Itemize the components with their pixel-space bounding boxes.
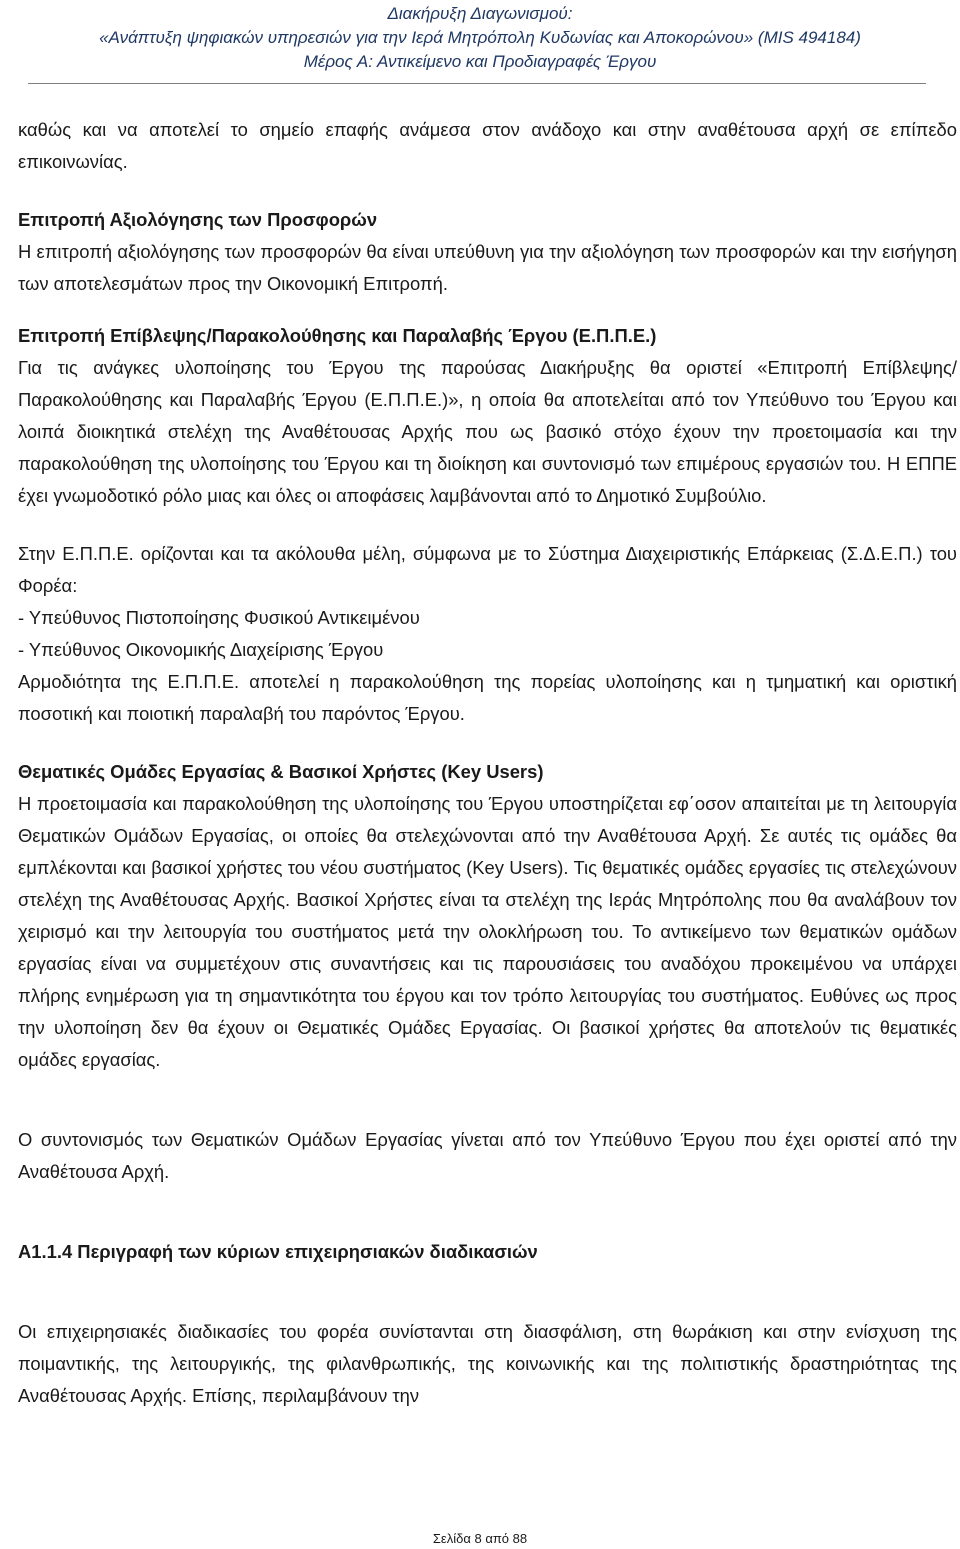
page-number: Σελίδα 8 από 88 — [432, 1531, 528, 1546]
intro-paragraph: καθώς και να αποτελεί το σημείο επαφής ανάμεσα στον ανάδοχο και στην αναθέτουσα αρχή σε επίπεδο επικοινωνίας. — [18, 119, 957, 172]
evaluation-paragraph: Η επιτροπή αξιολόγησης των προσφορών θα είναι υπεύθυνη για την αξιολόγηση των προσφορών και την εισήγηση των αποτελεσμάτων προς την Οικονομική Επιτροπή. — [18, 241, 957, 294]
working-groups-paragraph: Η προετοιμασία και παρακολούθηση της υλοποίησης του Έργου υποστηρίζεται εφ΄οσον απαιτείται με τη λειτουργία Θεματικών Ομάδων Εργασίας, οι οποίες θα στελεχώνονται από την Αναθέτουσα Αρχή. Σε αυτές τις ομάδες θα εμπλέκονται και βασικοί χρήστες του νέου συστήματος (Key Users). Τις θεματικές ομάδες εργασίες τις στελεχώνουν στελέχη της Αναθέτουσας Αρχής. Βασικοί Χρήστες είναι τα στελέχη της Ιεράς Μητρόπολης που θα αναλάβουν τον χειρισμό και την λειτουργία του συστήματος μετά την ολοκλήρωση του. Το αντικείμενο των θεματικών ομάδων εργασίας είναι να συμμετέχουν στις συναντήσεις και τις παρουσιάσεις του αναδόχου προκειμένου να υπάρχει πλήρης ενημέρωση για τη σημαντικότητα του έργου και τον τρόπο λειτουργίας του συστήματος. Ευθύνες ως προς την υλοποίηση δεν θα έχουν οι Θεματικές Ομάδες Εργασίας. Οι βασικοί χρήστες θα αποτελούν τις θεματικές ομάδες εργασίας. — [18, 793, 957, 1070]
header-divider — [28, 83, 926, 84]
section-paragraph: Οι επιχειρησιακές διαδικασίες του φορέα συνίστανται στη διασφάλιση, στη θωράκιση και στην ενίσχυση της ποιμαντικής, της λειτουργικής, της φιλανθρωπικής, της κοινωνικής και της πολιτιστικής δραστηριότητας της Αναθέτουσας Αρχής. Επίσης, περιλαμβάνουν την — [18, 1321, 957, 1406]
document-body — [18, 114, 957, 1412]
header-title: Διακήρυξη Διαγωνισμού: — [387, 4, 573, 23]
section-heading: Α1.1.4 Περιγραφή των κύριων επιχειρησιακών διαδικασιών — [18, 1241, 538, 1262]
header-project-name: «Ανάπτυξη ψηφιακών υπηρεσιών για την Ιερά Μητρόπολη Κυδωνίας και Αποκορώνου» (MIS 494184) — [99, 28, 861, 47]
member-item: - Υπεύθυνος Πιστοποίησης Φυσικού Αντικειμένου — [18, 607, 420, 628]
page-header — [0, 2, 960, 74]
header-part: Μέρος Α: Αντικείμενο και Προδιαγραφές Έργου — [303, 52, 657, 71]
supervision-paragraph: Για τις ανάγκες υλοποίησης του Έργου της παρούσας Διακήρυξης θα οριστεί «Επιτροπή Επίβλεψης/Παρακολούθησης και Παραλαβής Έργου (Ε.Π.Π.Ε.)», η οποία θα αποτελείται από τον Υπεύθυνο του Έργου και λοιπά διοικητικά στελέχη της Αναθέτουσας Αρχής που ως βασικό στόχο έχουν την προετοιμασία και την παρακολούθηση της υλοποίησης του Έργου και τη διοίκηση και συντονισμό των επιμέρους εργασιών του. Η ΕΠΠΕ έχει γνωμοδοτικό ρόλο μιας και όλες οι αποφάσεις λαμβάνονται από το Δημοτικό Συμβούλιο. — [18, 357, 957, 506]
member-item: - Υπεύθυνος Οικονομικής Διαχείρισης Έργου — [18, 639, 384, 660]
supervision-heading: Επιτροπή Επίβλεψης/Παρακολούθησης και Παραλαβής Έργου (Ε.Π.Π.Ε.) — [18, 325, 657, 346]
working-groups-heading: Θεματικές Ομάδες Εργασίας & Βασικοί Χρήστες (Key Users) — [18, 761, 544, 782]
competence-paragraph: Αρμοδιότητα της Ε.Π.Π.Ε. αποτελεί η παρακολούθηση της πορείας υλοποίησης και η τμηματική και οριστική ποσοτική και ποιοτική παραλαβή του παρόντος Έργου. — [18, 671, 957, 724]
coordination-paragraph: Ο συντονισμός των Θεματικών Ομάδων Εργασίας γίνεται από τον Υπεύθυνο Έργου που έχει οριστεί από την Αναθέτουσα Αρχή. — [18, 1129, 957, 1182]
members-intro: Στην Ε.Π.Π.Ε. ορίζονται και τα ακόλουθα μέλη, σύμφωνα με το Σύστημα Διαχειριστικής Επάρκειας (Σ.Δ.Ε.Π.) του Φορέα: — [18, 543, 957, 596]
evaluation-heading: Επιτροπή Αξιολόγησης των Προσφορών — [18, 209, 378, 230]
